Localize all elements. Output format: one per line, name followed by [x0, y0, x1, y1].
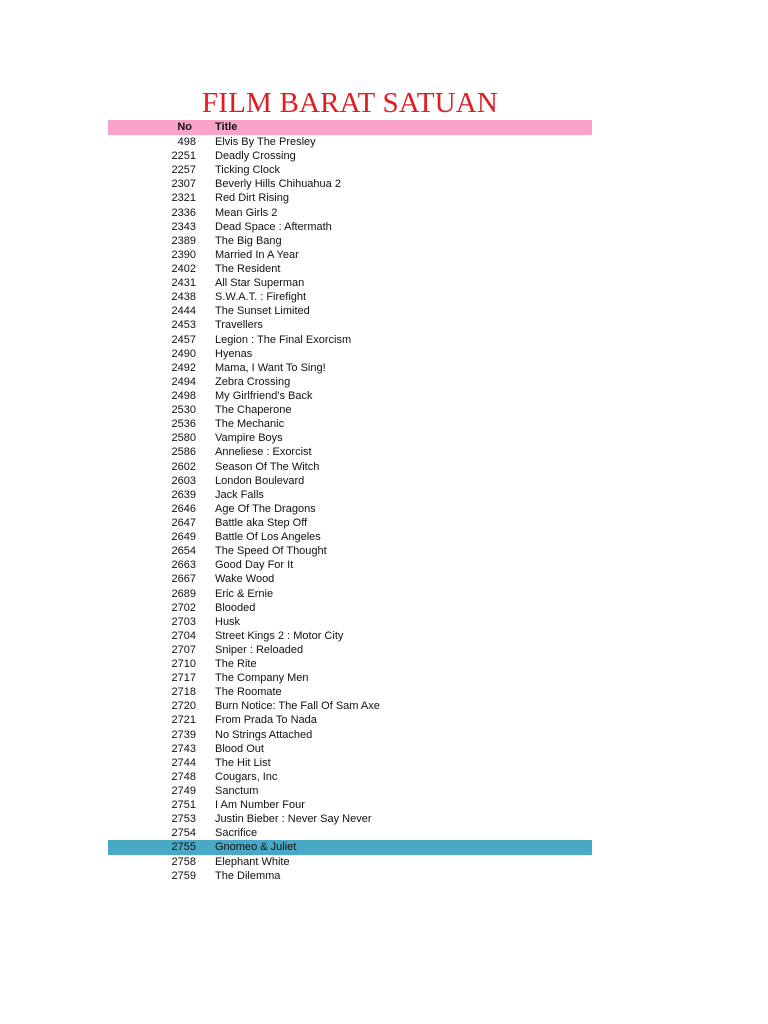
row-number: 2754: [171, 827, 196, 840]
row-number: 2720: [171, 700, 196, 713]
row-number: 2453: [171, 319, 196, 332]
row-number: 2321: [171, 192, 196, 205]
row-title: Battle Of Los Angeles: [215, 531, 321, 544]
row-title: London Boulevard: [215, 474, 305, 487]
table-row: [108, 601, 592, 615]
row-number: 2490: [171, 347, 196, 360]
table-row: [108, 572, 592, 586]
row-number: 2721: [171, 714, 196, 727]
row-title: Anneliese : Exorcist: [215, 446, 312, 459]
row-number: 2663: [171, 559, 196, 572]
table-row: [108, 643, 592, 657]
row-title: Street Kings 2 : Motor City: [215, 629, 344, 642]
row-title: Hyenas: [215, 347, 253, 360]
row-number: 2748: [171, 770, 196, 783]
row-title: Elephant White: [215, 855, 290, 868]
row-number: 2257: [171, 164, 196, 177]
table-row: [108, 587, 592, 601]
table-row: [108, 671, 592, 685]
table-row: [108, 770, 592, 784]
row-title: Ticking Clock: [215, 164, 280, 177]
table-row: [108, 149, 592, 163]
row-number: 2755: [171, 841, 196, 854]
row-number: 2336: [171, 206, 196, 219]
table-row: [108, 812, 592, 826]
row-number: 2603: [171, 474, 196, 487]
row-title: Season Of The Witch: [215, 460, 320, 473]
row-title: Blood Out: [215, 742, 264, 755]
row-title: Jack Falls: [215, 488, 264, 501]
header-no: No: [177, 121, 192, 133]
table-row: [108, 544, 592, 558]
row-number: 498: [177, 136, 196, 148]
row-number: 2749: [171, 785, 196, 798]
table-row: [108, 615, 592, 629]
row-title: From Prada To Nada: [215, 714, 317, 727]
row-number: 2457: [171, 333, 196, 346]
row-number: 2739: [171, 728, 196, 741]
table-row: [108, 713, 592, 727]
row-title: The Big Bang: [215, 234, 282, 247]
table-row: [108, 798, 592, 812]
row-title: Eric & Ernie: [215, 587, 274, 600]
row-title: The Rite: [215, 658, 257, 671]
row-number: 2647: [171, 516, 196, 529]
row-title: I Am Number Four: [215, 799, 305, 812]
table-row: [108, 191, 592, 205]
row-number: 2580: [171, 432, 196, 445]
row-title: Justin Bieber : Never Say Never: [215, 813, 372, 826]
row-title: The Mechanic: [215, 418, 285, 431]
table-row: [108, 163, 592, 177]
table-row: [108, 460, 592, 474]
row-title: Mama, I Want To Sing!: [215, 361, 326, 374]
table-row: [108, 375, 592, 389]
row-title: Deadly Crossing: [215, 150, 296, 163]
row-number: 2646: [171, 502, 196, 515]
table-row: [108, 248, 592, 262]
row-number: 2717: [171, 672, 196, 685]
row-number: 2718: [171, 686, 196, 699]
row-title: The Hit List: [215, 756, 271, 769]
table-row: [108, 784, 592, 798]
row-title: Battle aka Step Off: [215, 516, 308, 529]
row-number: 2536: [171, 418, 196, 431]
row-number: 2743: [171, 742, 196, 755]
table-row: [108, 685, 592, 699]
table-row: [108, 403, 592, 417]
row-number: 2492: [171, 361, 196, 374]
table-row: [108, 318, 592, 332]
table-row: [108, 220, 592, 234]
table-row: [108, 629, 592, 643]
row-title: Gnomeo & Juliet: [215, 841, 297, 854]
table-row: [108, 206, 592, 220]
table-row-highlighted: [108, 840, 592, 854]
row-title: The Company Men: [215, 672, 309, 685]
row-number: 2389: [171, 234, 196, 247]
row-title: The Dilemma: [215, 869, 281, 882]
row-number: 2710: [171, 658, 196, 671]
row-title: Sacrifice: [215, 827, 258, 840]
row-title: The Chaperone: [215, 404, 292, 417]
table-row: [108, 728, 592, 742]
table-row: [108, 234, 592, 248]
row-number: 2307: [171, 178, 196, 191]
row-title: Married In A Year: [215, 248, 299, 261]
table-row: [108, 657, 592, 671]
header-title: Title: [215, 121, 238, 133]
row-title: Wake Wood: [215, 573, 275, 586]
row-number: 2402: [171, 262, 196, 275]
table-row: [108, 389, 592, 403]
row-title: Mean Girls 2: [215, 206, 278, 219]
row-title: Travellers: [215, 319, 263, 332]
row-title: Beverly Hills Chihuahua 2: [215, 178, 341, 191]
table-row: [108, 742, 592, 756]
row-number: 2667: [171, 573, 196, 586]
row-number: 2744: [171, 756, 196, 769]
row-number: 2702: [171, 601, 196, 614]
row-number: 2438: [171, 291, 196, 304]
row-number: 2586: [171, 446, 196, 459]
row-number: 2751: [171, 799, 196, 812]
row-title: The Speed Of Thought: [215, 545, 327, 558]
row-title: Elvis By The Presley: [215, 136, 316, 148]
table-body: [108, 135, 592, 883]
table-row: [108, 361, 592, 375]
table-row: [108, 855, 592, 869]
row-title: Vampire Boys: [215, 432, 283, 445]
row-number: 2759: [171, 869, 196, 882]
row-number: 2753: [171, 813, 196, 826]
row-number: 2498: [171, 389, 196, 402]
row-title: Burn Notice: The Fall Of Sam Axe: [215, 700, 380, 713]
table-row: [108, 756, 592, 770]
row-number: 2530: [171, 404, 196, 417]
table-row: [108, 431, 592, 445]
row-title: Cougars, Inc: [215, 770, 278, 783]
row-title: Good Day For It: [215, 559, 294, 572]
row-title: Legion : The Final Exorcism: [215, 333, 352, 346]
row-number: 2494: [171, 375, 196, 388]
row-title: The Resident: [215, 262, 281, 275]
row-number: 2649: [171, 531, 196, 544]
row-number: 2602: [171, 460, 196, 473]
row-title: Blooded: [215, 601, 256, 614]
row-number: 2431: [171, 277, 196, 290]
table-row: [108, 474, 592, 488]
table-row: [108, 826, 592, 840]
row-title: Zebra Crossing: [215, 375, 291, 388]
table-row: [108, 445, 592, 459]
row-number: 2251: [171, 150, 196, 163]
table-row: [108, 276, 592, 290]
table-row: [108, 177, 592, 191]
row-number: 2689: [171, 587, 196, 600]
row-number: 2707: [171, 643, 196, 656]
row-number: 2444: [171, 305, 196, 318]
row-number: 2758: [171, 855, 196, 868]
row-number: 2639: [171, 488, 196, 501]
row-number: 2703: [171, 615, 196, 628]
table-row: [108, 699, 592, 713]
row-number: 2654: [171, 545, 196, 558]
table-row: [108, 333, 592, 347]
row-title: Sanctum: [215, 785, 259, 798]
table-row: [108, 135, 592, 149]
table-row: [108, 530, 592, 544]
row-title: The Roomate: [215, 686, 282, 699]
table-row: [108, 262, 592, 276]
row-title: The Sunset Limited: [215, 305, 310, 318]
row-title: No Strings Attached: [215, 728, 313, 741]
row-number: 2704: [171, 629, 196, 642]
table-row: [108, 558, 592, 572]
row-title: My Girlfriend's Back: [215, 389, 313, 402]
row-title: S.W.A.T. : Firefight: [215, 291, 307, 304]
table-row: [108, 304, 592, 318]
film-table: [108, 120, 592, 883]
table-row: [108, 488, 592, 502]
table-header-row: [108, 120, 592, 135]
table-row: [108, 502, 592, 516]
row-number: 2343: [171, 220, 196, 233]
table-row: [108, 869, 592, 883]
row-title: Age Of The Dragons: [215, 502, 316, 515]
row-title: Red Dirt Rising: [215, 192, 289, 205]
row-number: 2390: [171, 248, 196, 261]
page-title: FILM BARAT SATUAN: [201, 87, 499, 119]
table-row: [108, 290, 592, 304]
row-title: All Star Superman: [215, 277, 305, 290]
row-title: Sniper : Reloaded: [215, 643, 304, 656]
table-row: [108, 417, 592, 431]
row-title: Husk: [215, 615, 241, 628]
table-row: [108, 516, 592, 530]
row-title: Dead Space : Aftermath: [215, 220, 332, 233]
table-row: [108, 347, 592, 361]
